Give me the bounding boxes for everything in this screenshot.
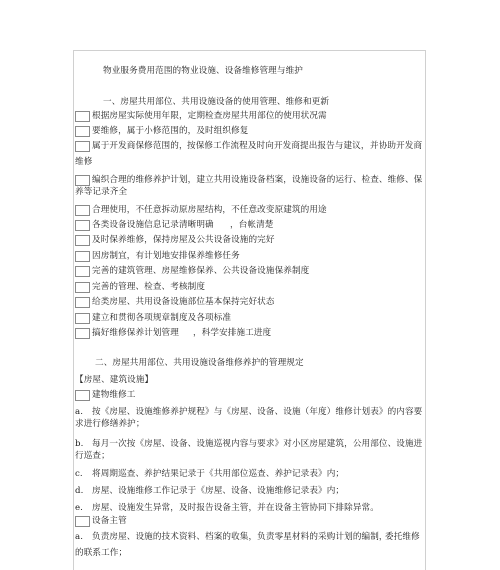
line-text: ，台帐清楚 (230, 220, 274, 230)
line-text: 完善的管理、检查、考核制度 (92, 282, 206, 292)
list-item-text: 负责房屋、设施的技术资料、档案的收集，负责零星材料的采购计划的编制， (92, 532, 388, 542)
list-item-text: 行巡查； (75, 451, 110, 461)
doc-title: 物业服务费用范围的物业设施、设备维修管理与维护 (103, 66, 303, 76)
item-checkbox (75, 175, 90, 186)
line-text: 各类设备设施信息记录清晰明确 (92, 220, 214, 230)
item-checkbox (75, 205, 90, 216)
page-border-left (73, 50, 74, 570)
line-text: 要维修，属于小修范围的，及时组织修复 (92, 126, 249, 136)
list-marker: a. (75, 407, 84, 417)
list-item-text: 每月一次按《房屋、设备、设施巡视内容与要求》对小区房屋建筑，公用部位、设施进 (92, 439, 423, 449)
item-checkbox (75, 251, 90, 262)
item-checkbox (75, 282, 90, 293)
list-item-text: 求进行修缮养护； (75, 419, 145, 429)
item-checkbox (75, 328, 90, 339)
role-title: 设备主管 (92, 516, 127, 526)
list-item-text: 委托维修 (385, 532, 420, 542)
list-item-text: 按《房屋、设施维修养护规程》与《房屋、设备、设施（年度）维修计划表》的内容要 (92, 407, 423, 417)
item-checkbox (75, 516, 90, 527)
item-checkbox (75, 297, 90, 308)
line-text: 养等记录齐全 (75, 187, 128, 197)
item-checkbox (75, 220, 90, 231)
line-text: 属于开发商保修范围的， (92, 141, 188, 151)
line-text: 按保修工作流程及时向开发商提出报告与建议， (187, 141, 370, 151)
line-text: 并协助开发商 (370, 141, 423, 151)
line-text: 因房制宜，有计划地安排保养维修任务 (92, 251, 240, 261)
page-border-top (73, 50, 426, 51)
line-text: 及时保养维修，保持房屋及公共设备设施的完好 (92, 235, 275, 245)
line-text: 维修 (75, 157, 93, 167)
role-title: 建物维修工 (92, 390, 136, 400)
list-item-text: 房屋、设施发生异常，及时报告设备主管，并在设备主管协同下排除异常。 (92, 503, 379, 513)
list-marker: e. (75, 503, 84, 513)
section-2-subheading: 【房屋、建筑设施】 (75, 375, 154, 385)
list-marker: d. (75, 486, 84, 496)
item-checkbox (75, 266, 90, 277)
list-item-text: 房屋、设施维修工作记录于《房屋、设备、设施维修记录表》内； (92, 486, 345, 496)
page-border-right (425, 50, 426, 570)
list-item-text: 的联系工作； (75, 548, 128, 558)
list-marker: b. (75, 439, 84, 449)
line-text: 给类房屋、共用设备设施部位基本保持完好状态 (92, 297, 275, 307)
line-text: 编织合理的维修养护计划，建立共用设施设备档案，设施设备的运行、检查、维修、保 (92, 175, 423, 185)
list-item-text: 将周期巡查、养护结果记录于《共用部位巡查、养护记录表》内； (92, 469, 345, 479)
line-text: 完善的建筑管理、房屋维修保养、公共设备设施保养制度 (92, 266, 310, 276)
item-checkbox (75, 313, 90, 324)
item-checkbox (75, 111, 90, 122)
line-text: ，科学安排施工进度 (193, 328, 272, 338)
item-checkbox (75, 141, 90, 152)
item-checkbox (75, 390, 90, 401)
line-text: 搞好维修保养计划管理 (92, 328, 179, 338)
section-1-heading: 一、房屋共用部位、共用设施设备的使用管理、维修和更新 (103, 97, 330, 107)
line-text: 根据房屋实际使用年限，定期检查房屋共用部位的使用状况需 (92, 111, 327, 121)
list-marker: a. (75, 532, 84, 542)
item-checkbox (75, 235, 90, 246)
line-text: 合理使用，不任意拆动原房屋结构，不任意改变原建筑的用途 (92, 205, 327, 215)
line-text: 建立和贯彻各项规章制度及各项标准 (92, 313, 232, 323)
item-checkbox (75, 126, 90, 137)
list-marker: c. (75, 469, 83, 479)
section-2-heading: 二、房屋共用部位、共用设施设备维修养护的管理规定 (95, 358, 304, 368)
